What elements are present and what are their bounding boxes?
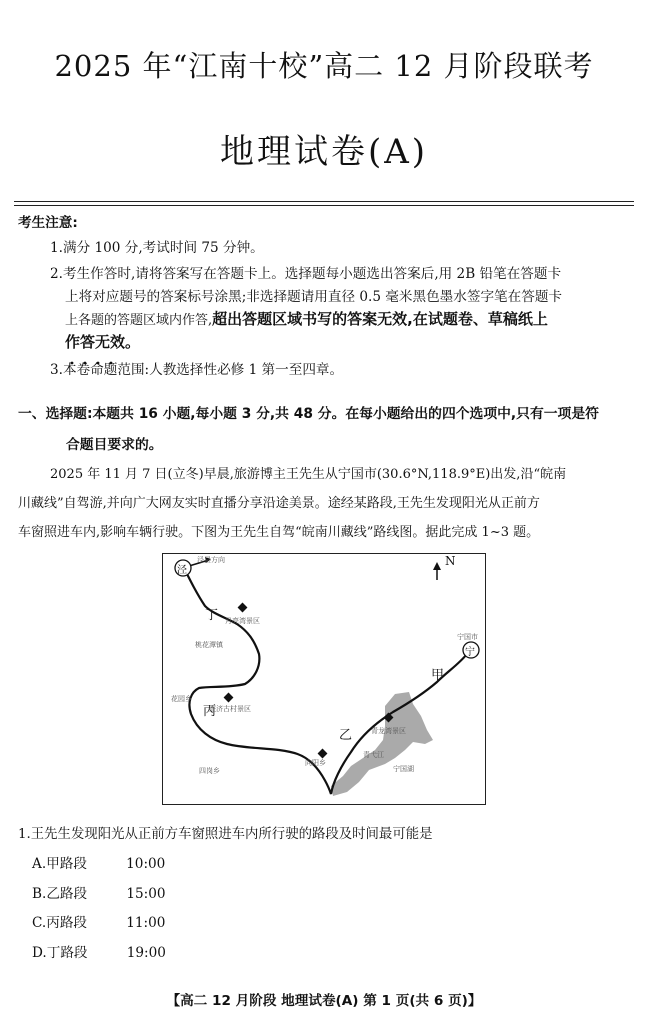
label-river: 青弋江 [363, 751, 384, 759]
option-d-time: 19:00 [126, 945, 166, 961]
exam-title: 2025 年“江南十校”高二 12 月阶段联考 [54, 49, 594, 83]
label-jing: 泾 [177, 565, 187, 576]
notice-item-2-line-3 [65, 308, 548, 329]
passage-line-2: 川藏线”自驾游,并向广大网友实时直播分享沿途美景。途经某路段,王先生发现阳光从正前方 [18, 496, 540, 511]
label-bing: 丙 [203, 704, 217, 719]
option-c-letter: C. [32, 915, 47, 931]
scenic-marker [318, 749, 328, 759]
notice-item-2-line-2: 上将对应题号的答案标号涂黑;非选择题请用直径 0.5 毫米黑色墨水签字笔在答题卡 [65, 289, 563, 305]
label-scenic-1: 月亮湾景区 [225, 617, 260, 625]
option-a[interactable] [32, 852, 165, 872]
passage-line-1: 2025 年 11 月 7 日(立冬)早晨,旅游博主王先生从宁国市(30.6°N,118.9°E)出发,沿“皖南 [50, 467, 567, 482]
scenic-marker [238, 603, 248, 613]
option-c[interactable] [32, 911, 165, 931]
divider-top-2 [14, 205, 634, 206]
option-b-road: 乙路段 [46, 886, 88, 902]
notice-item-2-line-3-emphasis: 超出答题区域书写的答案无效,在试题卷、草稿纸上 [212, 310, 548, 328]
option-c-time: 11:00 [126, 915, 166, 931]
north-arrow-head [433, 562, 441, 570]
label-ding: 丁 [205, 608, 219, 623]
label-town-2: 花园乡 [171, 695, 192, 703]
label-scenic-4: 向阳乡 [305, 759, 326, 767]
route-map [162, 553, 486, 805]
label-ning: 宁 [465, 647, 475, 658]
scenic-marker [224, 693, 234, 703]
option-a-road: 甲路段 [46, 856, 87, 872]
option-b[interactable] [32, 882, 166, 902]
option-b-time: 15:00 [126, 886, 166, 902]
section-1-heading: 一、选择题:本题共 16 小题,每小题 3 分,共 48 分。在每小题给出的四个选项中,只有一项是符 [18, 406, 599, 422]
page-footer: 【高二 12 月阶段 地理试卷(A) 第 1 页(共 6 页)】 [166, 993, 482, 1009]
label-yi: 乙 [339, 728, 353, 743]
question-1-stem: 1.王先生发现阳光从正前方车窗照进车内所行驶的路段及时间最可能是 [18, 827, 433, 842]
passage-line-3: 车窗照进车内,影响车辆行驶。下图为王先生自驾“皖南川藏线”路线图。据此完成 1~3 题。 [18, 525, 540, 540]
north-label: N [445, 554, 456, 568]
option-c-road: 丙路段 [46, 915, 88, 931]
label-town-1: 桃花潭镇 [195, 641, 223, 649]
notice-item-2-line-3-plain: 上各题的答题区域内作答, [65, 313, 213, 328]
label-scenic-3: 青龙湾景区 [371, 727, 406, 735]
notice-item-2-line-4: 作答无效。 [65, 333, 141, 351]
option-a-time: 10:00 [126, 856, 166, 872]
label-town-3: 四岗乡 [199, 767, 220, 775]
option-d[interactable] [32, 941, 166, 961]
label-ningguo: 宁国市 [457, 633, 478, 641]
notice-item-2-line-1: 2.考生作答时,请将答案写在答题卡上。选择题每小题选出答案后,用 2B 铅笔在答题卡 [50, 266, 562, 282]
paper-subtitle: 地理试卷(A) [219, 132, 429, 172]
option-a-letter: A. [32, 856, 47, 872]
option-d-letter: D. [32, 945, 47, 961]
label-direction: 泾县方向 [197, 556, 225, 564]
label-jia: 甲 [431, 668, 445, 683]
lake-shape [331, 692, 433, 796]
label-scenic-2: 查济古村景区 [209, 705, 251, 713]
section-1-heading-cont: 合题目要求的。 [66, 437, 163, 453]
emphasis-dots [66, 350, 130, 354]
notice-heading: 考生注意: [18, 215, 78, 231]
option-b-letter: B. [32, 886, 47, 902]
option-d-road: 丁路段 [46, 945, 88, 961]
divider-top [14, 201, 634, 202]
notice-item-1: 1.满分 100 分,考试时间 75 分钟。 [50, 240, 264, 256]
label-lake: 宁国湖 [393, 765, 414, 773]
notice-item-3: 3.本卷命题范围:人教选择性必修 1 第一至四章。 [50, 362, 344, 378]
